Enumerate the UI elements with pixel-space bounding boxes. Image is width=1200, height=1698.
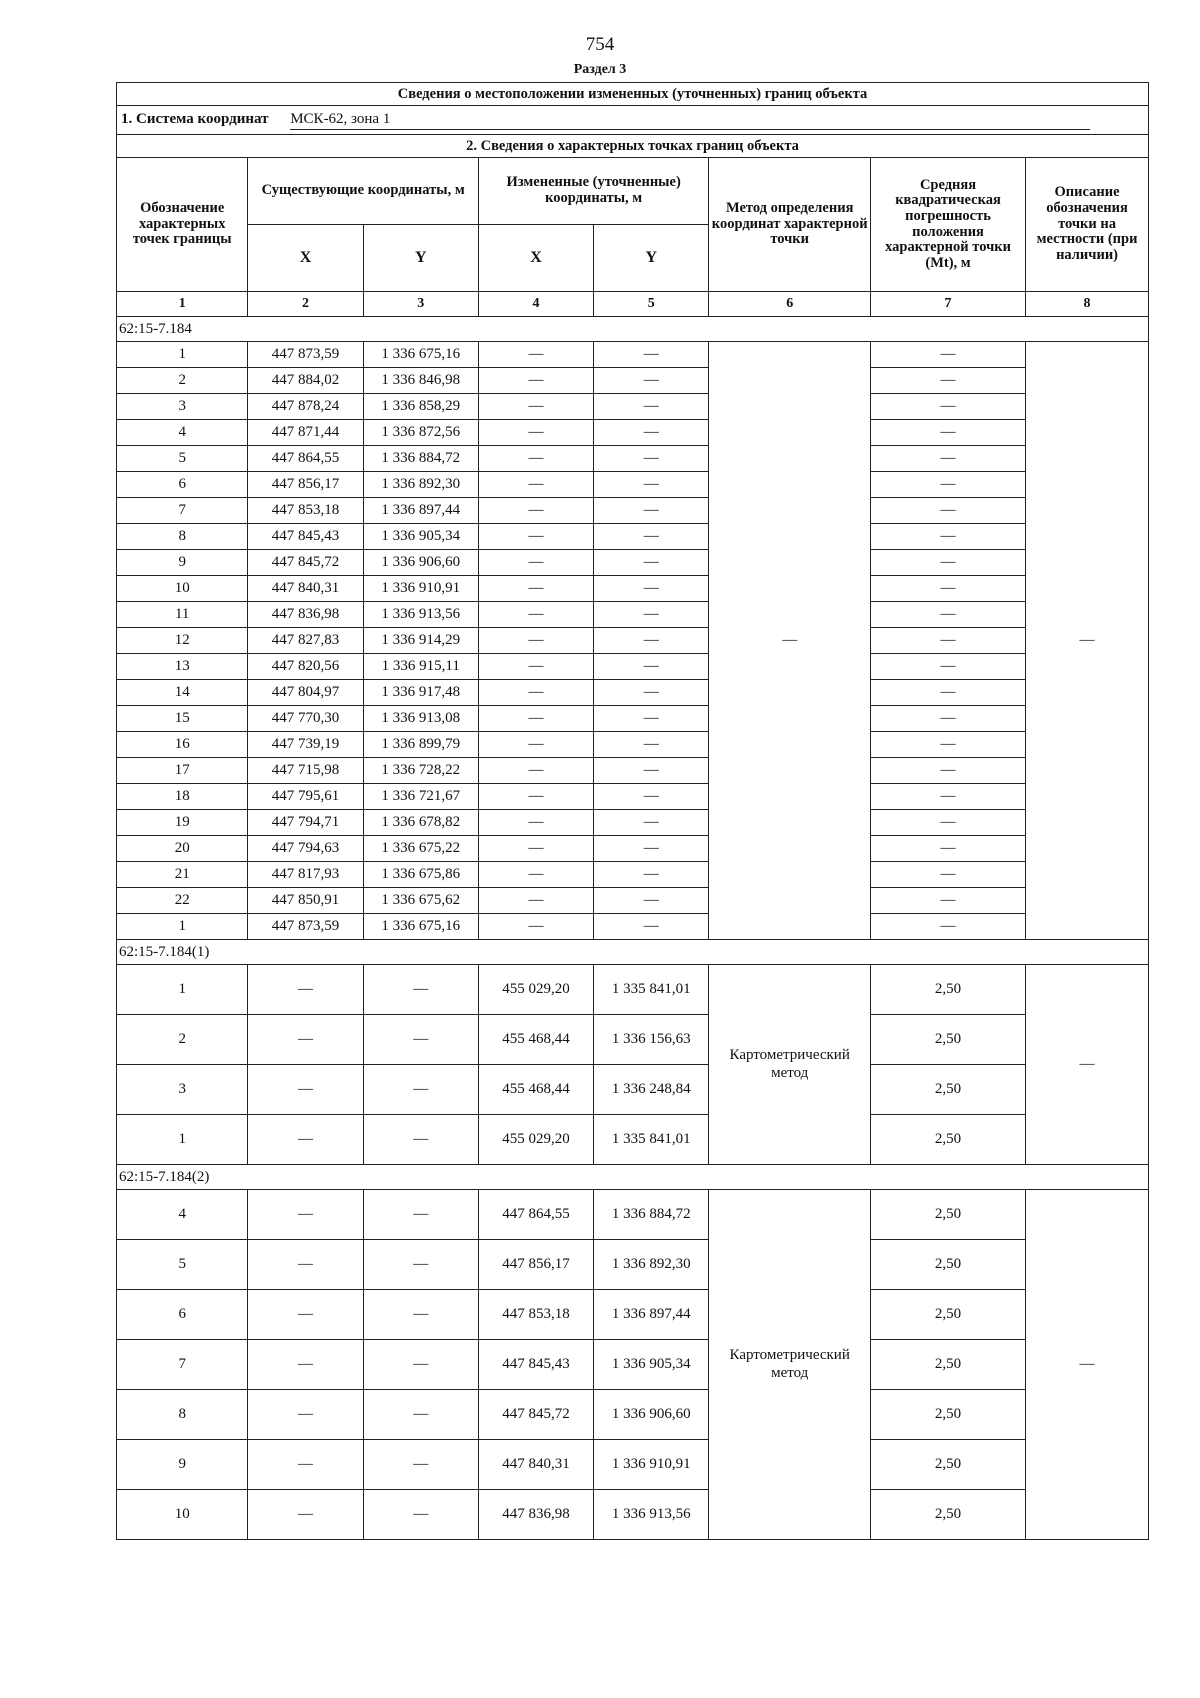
cell-changed-y: — (594, 654, 709, 680)
cell-error: — (870, 680, 1025, 706)
cell-existing-y: — (363, 1190, 478, 1240)
cell-error: — (870, 550, 1025, 576)
cell-existing-x: 447 795,61 (248, 784, 363, 810)
table-row (117, 446, 1149, 472)
cell-existing-x: — (248, 1290, 363, 1340)
cell-error: — (870, 394, 1025, 420)
cell-changed-x: — (478, 732, 593, 758)
table-row (117, 784, 1149, 810)
cell-changed-y: — (594, 446, 709, 472)
cell-existing-y: 1 336 906,60 (363, 550, 478, 576)
table-row (117, 498, 1149, 524)
cell-existing-x: 447 873,59 (248, 914, 363, 940)
cell-existing-y: 1 336 899,79 (363, 732, 478, 758)
table-row (117, 654, 1149, 680)
cell-existing-x: 447 873,59 (248, 342, 363, 368)
table-row (117, 810, 1149, 836)
cell-point: 9 (117, 1440, 248, 1490)
cell-changed-y: 1 336 156,63 (594, 1015, 709, 1065)
table-row (117, 1490, 1149, 1540)
cell-existing-x: — (248, 1240, 363, 1290)
cell-existing-y: — (363, 1240, 478, 1290)
table-row (117, 1390, 1149, 1440)
cell-point: 3 (117, 1065, 248, 1115)
group-cadastral-number: 62:15-7.184(2) (117, 1165, 1149, 1190)
header-method: Метод определения координат характерной точки (709, 158, 871, 292)
cell-changed-x: 447 840,31 (478, 1440, 593, 1490)
cell-changed-y: 1 336 905,34 (594, 1340, 709, 1390)
column-number: 7 (870, 292, 1025, 317)
table-row (117, 914, 1149, 940)
cell-point: 18 (117, 784, 248, 810)
cell-existing-y: 1 336 675,86 (363, 862, 478, 888)
cell-error: — (870, 602, 1025, 628)
cell-changed-x: — (478, 394, 593, 420)
cell-changed-x: — (478, 550, 593, 576)
table-title: Сведения о местоположении измененных (уточненных) границ объекта (117, 83, 1149, 106)
cell-changed-y: — (594, 576, 709, 602)
cell-error: — (870, 706, 1025, 732)
cell-existing-y: — (363, 1490, 478, 1540)
table-row (117, 965, 1149, 1015)
header-changed-coordinates: Измененные (уточненные) координаты, м (478, 158, 709, 225)
cell-existing-y: 1 336 884,72 (363, 446, 478, 472)
table-row (117, 1065, 1149, 1115)
cell-existing-x: 447 864,55 (248, 446, 363, 472)
cell-existing-y: 1 336 675,16 (363, 914, 478, 940)
section-title: Раздел 3 (573, 62, 627, 77)
cell-changed-x: — (478, 446, 593, 472)
column-number: 2 (248, 292, 363, 317)
cell-changed-x: 455 029,20 (478, 1115, 593, 1165)
table-row (117, 1290, 1149, 1340)
cell-existing-x: 447 804,97 (248, 680, 363, 706)
coordinate-system-row (117, 106, 1149, 135)
cell-existing-x: — (248, 1340, 363, 1390)
cell-changed-y: — (594, 342, 709, 368)
cell-existing-y: 1 336 678,82 (363, 810, 478, 836)
table-row (117, 836, 1149, 862)
table-row (117, 602, 1149, 628)
cell-existing-x: 447 853,18 (248, 498, 363, 524)
cell-changed-y: 1 335 841,01 (594, 1115, 709, 1165)
cell-changed-y: — (594, 862, 709, 888)
cell-changed-y: — (594, 888, 709, 914)
cell-existing-x: 447 856,17 (248, 472, 363, 498)
cell-error: — (870, 524, 1025, 550)
cell-changed-y: — (594, 498, 709, 524)
header-designation: Обозначение характерных точек границы (117, 158, 248, 292)
cell-existing-y: — (363, 1440, 478, 1490)
cell-error: — (870, 810, 1025, 836)
group-cadastral-number: 62:15-7.184(1) (117, 940, 1149, 965)
cell-existing-y: — (363, 1290, 478, 1340)
header-existing-y: Y (363, 225, 478, 292)
cell-error: 2,50 (870, 965, 1025, 1015)
cell-existing-y: 1 336 728,22 (363, 758, 478, 784)
cell-error: — (870, 862, 1025, 888)
coordinate-system-value: МСК-62, зона 1 (290, 111, 1090, 130)
cell-changed-x: — (478, 420, 593, 446)
table-row (117, 628, 1149, 654)
cell-changed-y: 1 336 913,56 (594, 1490, 709, 1540)
cell-error: — (870, 628, 1025, 654)
cell-point: 1 (117, 1115, 248, 1165)
cell-changed-y: — (594, 732, 709, 758)
cell-changed-x: 447 845,72 (478, 1390, 593, 1440)
cell-changed-x: — (478, 706, 593, 732)
group-cadastral-number: 62:15-7.184 (117, 317, 1149, 342)
cell-error: — (870, 342, 1025, 368)
column-number: 6 (709, 292, 871, 317)
cell-existing-y: 1 336 915,11 (363, 654, 478, 680)
cell-existing-y: — (363, 965, 478, 1015)
cell-existing-x: — (248, 1015, 363, 1065)
cell-existing-x: 447 840,31 (248, 576, 363, 602)
cell-error: 2,50 (870, 1065, 1025, 1115)
cell-existing-x: — (248, 1390, 363, 1440)
cell-description: — (1026, 965, 1149, 1165)
cell-changed-y: — (594, 368, 709, 394)
cell-existing-y: 1 336 917,48 (363, 680, 478, 706)
table-row (117, 1115, 1149, 1165)
cell-point: 19 (117, 810, 248, 836)
cell-error: — (870, 576, 1025, 602)
cell-error: 2,50 (870, 1240, 1025, 1290)
table-row (117, 342, 1149, 368)
cell-changed-y: — (594, 758, 709, 784)
cell-changed-x: — (478, 472, 593, 498)
cell-changed-x: 455 468,44 (478, 1065, 593, 1115)
cell-point: 12 (117, 628, 248, 654)
cell-existing-y: — (363, 1065, 478, 1115)
cell-existing-x: — (248, 1440, 363, 1490)
cell-existing-x: — (248, 1065, 363, 1115)
cell-existing-x: 447 827,83 (248, 628, 363, 654)
cell-point: 15 (117, 706, 248, 732)
cell-changed-x: — (478, 654, 593, 680)
cell-changed-y: — (594, 810, 709, 836)
cell-existing-y: 1 336 675,22 (363, 836, 478, 862)
cell-existing-y: 1 336 675,16 (363, 342, 478, 368)
table-row (117, 1240, 1149, 1290)
cell-method: Картометрический метод (709, 1190, 871, 1540)
column-number: 5 (594, 292, 709, 317)
cell-changed-y: 1 336 248,84 (594, 1065, 709, 1115)
table-row (117, 732, 1149, 758)
cell-changed-x: — (478, 524, 593, 550)
table-row (117, 368, 1149, 394)
cell-existing-x: 447 845,72 (248, 550, 363, 576)
cell-error: 2,50 (870, 1440, 1025, 1490)
cell-changed-x: 447 836,98 (478, 1490, 593, 1540)
cell-point: 2 (117, 1015, 248, 1065)
table-row (117, 1440, 1149, 1490)
header-existing-x: X (248, 225, 363, 292)
cell-changed-x: — (478, 888, 593, 914)
cell-existing-y: — (363, 1015, 478, 1065)
cell-changed-y: — (594, 914, 709, 940)
cell-changed-x: 447 845,43 (478, 1340, 593, 1390)
cell-existing-x: 447 871,44 (248, 420, 363, 446)
cell-existing-x: 447 836,98 (248, 602, 363, 628)
cell-point: 4 (117, 420, 248, 446)
cell-existing-x: 447 884,02 (248, 368, 363, 394)
cell-point: 4 (117, 1190, 248, 1240)
cell-changed-x: — (478, 836, 593, 862)
table-row (117, 706, 1149, 732)
cell-point: 14 (117, 680, 248, 706)
cell-existing-x: — (248, 965, 363, 1015)
header-changed-x: X (478, 225, 593, 292)
cell-error: 2,50 (870, 1290, 1025, 1340)
table-row (117, 1015, 1149, 1065)
cell-point: 11 (117, 602, 248, 628)
cell-existing-y: 1 336 721,67 (363, 784, 478, 810)
cell-changed-y: 1 336 884,72 (594, 1190, 709, 1240)
column-numbers-row (117, 292, 1149, 317)
cell-changed-y: — (594, 420, 709, 446)
cell-changed-x: — (478, 758, 593, 784)
header-existing-coordinates: Существующие координаты, м (248, 158, 479, 225)
cell-point: 1 (117, 965, 248, 1015)
cell-changed-x: — (478, 628, 593, 654)
cell-existing-x: — (248, 1115, 363, 1165)
cell-existing-y: — (363, 1390, 478, 1440)
cell-changed-x: 455 468,44 (478, 1015, 593, 1065)
cell-error: 2,50 (870, 1015, 1025, 1065)
table-row (117, 550, 1149, 576)
cell-existing-x: 447 850,91 (248, 888, 363, 914)
cell-changed-y: 1 336 892,30 (594, 1240, 709, 1290)
cell-point: 5 (117, 1240, 248, 1290)
cell-existing-y: 1 336 858,29 (363, 394, 478, 420)
cell-changed-y: — (594, 550, 709, 576)
cell-changed-y: 1 336 910,91 (594, 1440, 709, 1490)
table-row (117, 758, 1149, 784)
cell-method: Картометрический метод (709, 965, 871, 1165)
cell-point: 8 (117, 524, 248, 550)
cell-existing-x: 447 820,56 (248, 654, 363, 680)
cell-point: 9 (117, 550, 248, 576)
header-changed-y: Y (594, 225, 709, 292)
cell-changed-x: 447 853,18 (478, 1290, 593, 1340)
cell-existing-y: — (363, 1115, 478, 1165)
cell-existing-y: 1 336 910,91 (363, 576, 478, 602)
cell-existing-y: — (363, 1340, 478, 1390)
cell-error: — (870, 498, 1025, 524)
table-subtitle: 2. Сведения о характерных точках границ объекта (117, 135, 1149, 158)
header-description: Описание обозначения точки на местности (при наличии) (1026, 158, 1149, 292)
cell-existing-y: 1 336 913,08 (363, 706, 478, 732)
cell-error: 2,50 (870, 1390, 1025, 1440)
cell-changed-x: — (478, 602, 593, 628)
boundary-points-table (116, 82, 1149, 1540)
table-row (117, 1190, 1149, 1240)
cell-existing-x: 447 878,24 (248, 394, 363, 420)
column-number: 3 (363, 292, 478, 317)
table-row (117, 524, 1149, 550)
cell-existing-x: 447 817,93 (248, 862, 363, 888)
cell-changed-x: — (478, 784, 593, 810)
cell-changed-y: — (594, 472, 709, 498)
cell-error: — (870, 420, 1025, 446)
cell-existing-y: 1 336 872,56 (363, 420, 478, 446)
cell-changed-x: — (478, 810, 593, 836)
cell-changed-y: — (594, 784, 709, 810)
cell-error: — (870, 914, 1025, 940)
cell-error: — (870, 368, 1025, 394)
header-error: Средняя квадратическая погрешность положения характерной точки (Mt), м (870, 158, 1025, 292)
column-number: 1 (117, 292, 248, 317)
cell-changed-y: — (594, 680, 709, 706)
cell-error: — (870, 836, 1025, 862)
cell-point: 10 (117, 1490, 248, 1540)
cell-changed-y: 1 336 897,44 (594, 1290, 709, 1340)
cell-error: 2,50 (870, 1490, 1025, 1540)
cell-error: — (870, 758, 1025, 784)
cell-existing-y: 1 336 846,98 (363, 368, 478, 394)
coordinate-system-label: 1. Система координат (121, 110, 269, 127)
cell-description: — (1026, 1190, 1149, 1540)
cell-point: 13 (117, 654, 248, 680)
cell-point: 7 (117, 1340, 248, 1390)
cell-changed-y: — (594, 524, 709, 550)
cell-existing-y: 1 336 892,30 (363, 472, 478, 498)
cell-point: 8 (117, 1390, 248, 1440)
cell-error: — (870, 732, 1025, 758)
table-row (117, 888, 1149, 914)
cell-error: 2,50 (870, 1190, 1025, 1240)
table-row (117, 420, 1149, 446)
cell-existing-y: 1 336 905,34 (363, 524, 478, 550)
table-row (117, 862, 1149, 888)
cell-changed-x: 447 864,55 (478, 1190, 593, 1240)
cell-point: 6 (117, 1290, 248, 1340)
cell-changed-y: — (594, 394, 709, 420)
cell-point: 21 (117, 862, 248, 888)
cell-changed-y: — (594, 602, 709, 628)
cell-existing-x: 447 715,98 (248, 758, 363, 784)
cell-existing-x: 447 770,30 (248, 706, 363, 732)
cell-point: 1 (117, 914, 248, 940)
cell-point: 10 (117, 576, 248, 602)
cell-changed-y: — (594, 706, 709, 732)
cell-point: 3 (117, 394, 248, 420)
cell-changed-x: — (478, 576, 593, 602)
cell-changed-x: — (478, 498, 593, 524)
cell-changed-y: 1 336 906,60 (594, 1390, 709, 1440)
cell-point: 6 (117, 472, 248, 498)
cell-changed-y: — (594, 628, 709, 654)
cell-existing-x: — (248, 1490, 363, 1540)
cell-error: — (870, 446, 1025, 472)
cell-point: 22 (117, 888, 248, 914)
cell-existing-x: 447 794,63 (248, 836, 363, 862)
cell-method: — (709, 342, 871, 940)
cell-changed-x: — (478, 368, 593, 394)
page-number: 754 (585, 34, 615, 55)
cell-existing-y: 1 336 897,44 (363, 498, 478, 524)
cell-changed-x: — (478, 862, 593, 888)
cell-error: 2,50 (870, 1115, 1025, 1165)
cell-point: 2 (117, 368, 248, 394)
cell-error: — (870, 472, 1025, 498)
column-number: 4 (478, 292, 593, 317)
cell-changed-x: 447 856,17 (478, 1240, 593, 1290)
table-row (117, 472, 1149, 498)
column-number: 8 (1026, 292, 1149, 317)
table-row (117, 680, 1149, 706)
cell-existing-y: 1 336 675,62 (363, 888, 478, 914)
cell-changed-y: 1 335 841,01 (594, 965, 709, 1015)
cell-changed-x: 455 029,20 (478, 965, 593, 1015)
cell-changed-x: — (478, 914, 593, 940)
cell-error: — (870, 654, 1025, 680)
cell-existing-x: 447 794,71 (248, 810, 363, 836)
cell-point: 20 (117, 836, 248, 862)
cell-point: 5 (117, 446, 248, 472)
cell-point: 7 (117, 498, 248, 524)
cell-existing-x: 447 845,43 (248, 524, 363, 550)
cell-error: — (870, 784, 1025, 810)
cell-point: 16 (117, 732, 248, 758)
table-row (117, 1340, 1149, 1390)
cell-existing-y: 1 336 914,29 (363, 628, 478, 654)
cell-error: 2,50 (870, 1340, 1025, 1390)
cell-existing-x: 447 739,19 (248, 732, 363, 758)
cell-existing-x: — (248, 1190, 363, 1240)
cell-point: 1 (117, 342, 248, 368)
cell-changed-x: — (478, 342, 593, 368)
cell-point: 17 (117, 758, 248, 784)
table-row (117, 576, 1149, 602)
cell-existing-y: 1 336 913,56 (363, 602, 478, 628)
cell-error: — (870, 888, 1025, 914)
cell-changed-x: — (478, 680, 593, 706)
cell-description: — (1026, 342, 1149, 940)
table-row (117, 394, 1149, 420)
cell-changed-y: — (594, 836, 709, 862)
